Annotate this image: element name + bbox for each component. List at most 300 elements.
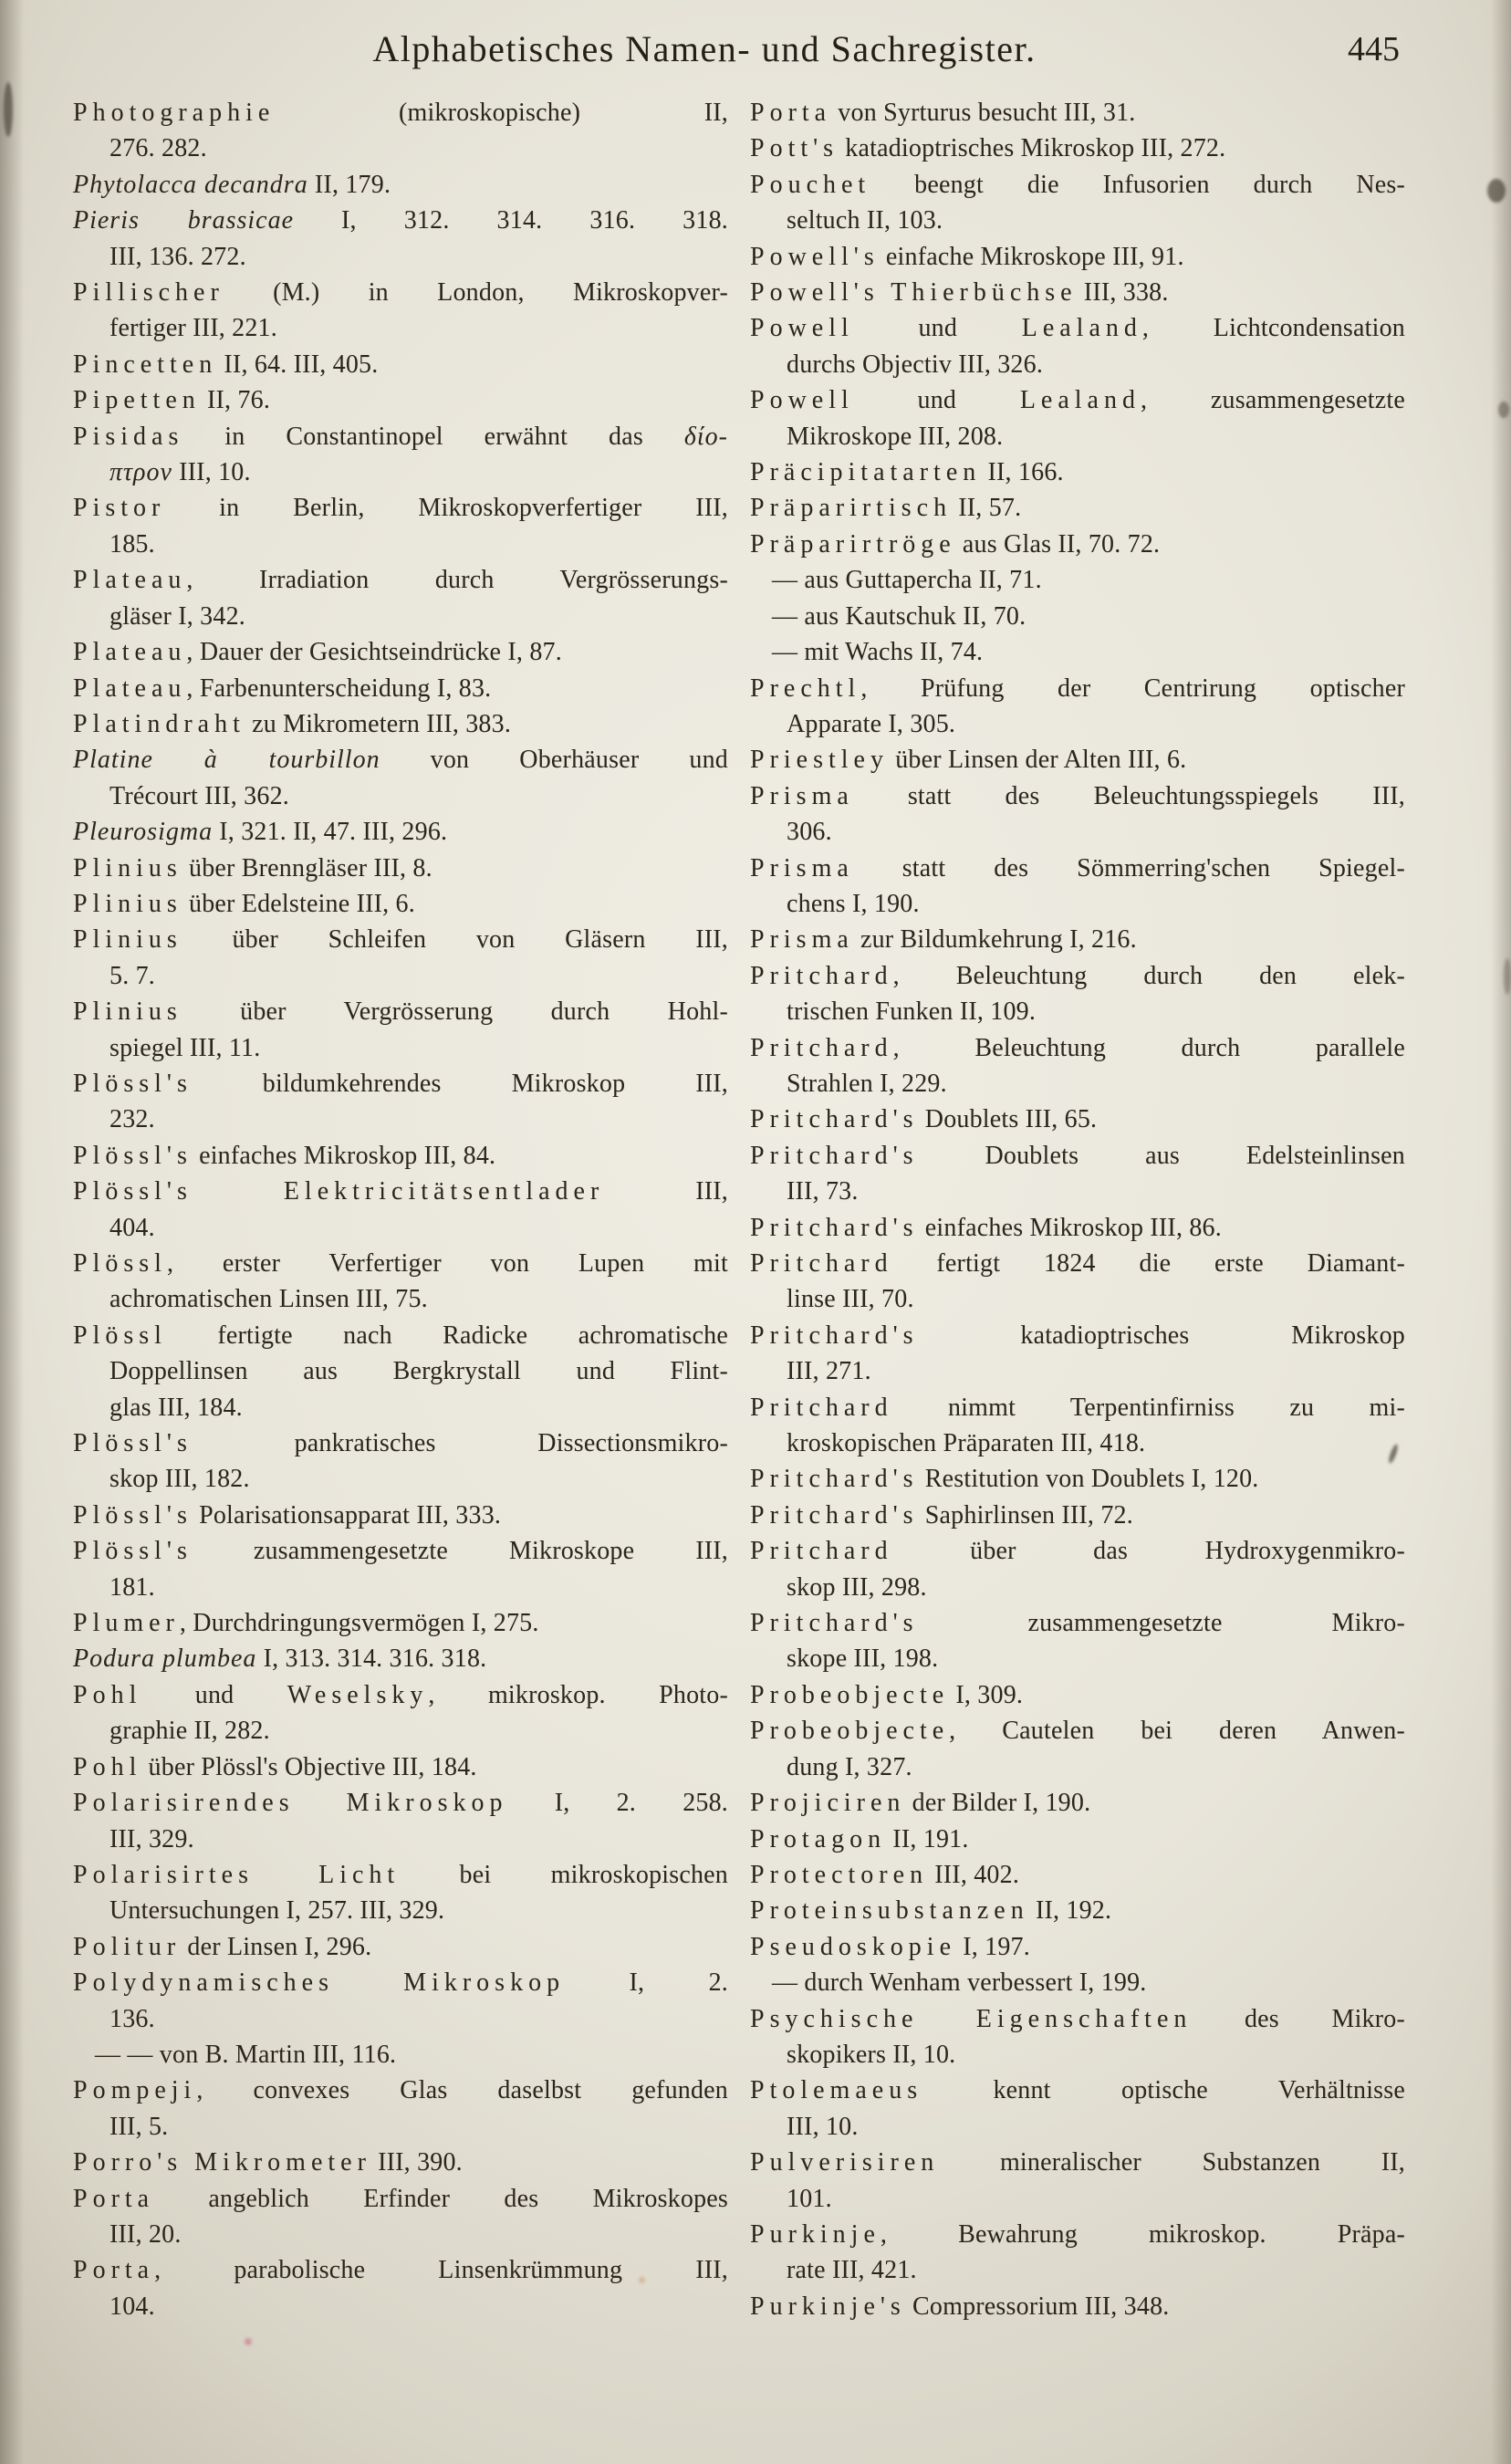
index-entry-line — [73, 2109, 728, 2145]
index-entry-line — [73, 347, 728, 382]
index-entry-line — [750, 1353, 1405, 1389]
text-run: einfaches Mikroskop III, 86. — [918, 1213, 1222, 1242]
text-run: II, 179. — [307, 170, 391, 199]
letterspaced-headword: Polydynamisches Mikroskop — [73, 1968, 566, 1998]
scan-blemish — [1487, 179, 1506, 203]
text-run: Strahlen I, 229. — [787, 1069, 947, 1098]
text-run: linse III, 70. — [787, 1285, 914, 1314]
index-entry-line — [73, 1101, 728, 1137]
italic-text-run: Podura plumbea — [73, 1644, 257, 1674]
text-run: aus Glas II, 70. 72. — [955, 529, 1161, 559]
italic-text-run: πτρον — [109, 458, 172, 487]
text-run: Apparate I, 305. — [787, 709, 956, 738]
italic-text-run: Phytolacca decandra — [73, 170, 308, 199]
text-run: 104. — [109, 2292, 155, 2321]
index-entry-line — [73, 814, 728, 850]
text-run: — durch Wenham verbessert I, 199. — [772, 1968, 1147, 1998]
index-entry-line — [750, 167, 1405, 203]
text-run: mineralischer Substanzen II, — [939, 2148, 1405, 2177]
index-entry-line — [73, 671, 728, 706]
text-run: III, 390. — [370, 2148, 463, 2177]
text-run: Saphirlinsen III, 72. — [918, 1500, 1133, 1530]
page-edge-shadow — [1491, 0, 1511, 2464]
index-entry-line — [750, 1318, 1405, 1353]
index-entry-line — [750, 599, 1405, 634]
letterspaced-headword: Plinius — [73, 853, 182, 882]
letterspaced-headword: Pritchard's — [750, 1465, 919, 1494]
scan-blemish — [245, 2338, 252, 2345]
index-entry-line — [73, 994, 728, 1029]
index-entry-line — [750, 347, 1405, 382]
letterspaced-headword: Pritchard's — [750, 1141, 919, 1170]
index-entry-line — [73, 1965, 728, 2000]
letterspaced-headword: Plössl — [73, 1249, 167, 1278]
letterspaced-headword: Purkinje — [750, 2219, 881, 2249]
text-run: , parabolische Linsenkrümmung III, — [154, 2256, 728, 2285]
index-entry-line — [73, 490, 728, 526]
letterspaced-headword: Pritchard's — [750, 1213, 919, 1242]
text-run: III, 338. — [1077, 278, 1169, 308]
text-run: III, — [604, 1177, 728, 1206]
letterspaced-headword: Plateau — [73, 673, 187, 703]
text-run: I, 312. 314. 316. 318. — [294, 206, 728, 235]
text-run: angeblich Erfinder des Mikroskopes — [154, 2184, 728, 2213]
letterspaced-headword: Probeobjecte — [750, 1717, 950, 1746]
text-run: bildumkehrendes Mikroskop III, — [192, 1069, 728, 1098]
index-entry-line — [73, 851, 728, 886]
text-run: fertigt 1824 die erste Diamant- — [892, 1249, 1405, 1278]
text-run: einfaches Mikroskop III, 84. — [192, 1141, 496, 1170]
letterspaced-headword: Pompeji — [73, 2076, 197, 2105]
index-entry-line — [73, 1605, 728, 1641]
index-entry-line — [73, 778, 728, 814]
index-entry-line — [73, 1822, 728, 1857]
text-run: , Prüfung der Centrirung optischer — [860, 673, 1405, 703]
text-run: spiegel III, 11. — [109, 1033, 261, 1062]
index-entry-line — [73, 1066, 728, 1101]
text-run: und — [853, 314, 1022, 343]
index-entry-line — [750, 958, 1405, 994]
letterspaced-headword: Pulverisiren — [750, 2148, 940, 2177]
index-entry-line — [73, 1390, 728, 1425]
text-run: , Farbenunterscheidung I, 83. — [186, 673, 492, 703]
index-entry-line — [750, 1713, 1405, 1749]
text-run: III, 5. — [109, 2112, 169, 2141]
letterspaced-headword: Weselsky — [287, 1680, 429, 1709]
index-entry-line — [750, 2145, 1405, 2180]
index-entry-line — [750, 95, 1405, 131]
index-entry-line — [750, 1210, 1405, 1246]
index-entry-line — [73, 382, 728, 418]
text-run: bei mikroskopischen — [400, 1860, 728, 1889]
index-entry-line — [750, 562, 1405, 598]
letterspaced-headword: Prisma — [750, 925, 854, 955]
text-run: III, 10. — [787, 2112, 859, 2141]
text-run: des Mikro- — [1192, 2004, 1405, 2033]
text-run: , mikroskop. Photo- — [428, 1680, 728, 1709]
page-title: Alphabetisches Namen- und Sachregister. — [372, 28, 1037, 69]
letterspaced-headword: Probeobjecte — [750, 1680, 950, 1709]
index-entry-line — [73, 2217, 728, 2252]
text-run: trischen Funken II, 109. — [787, 997, 1037, 1027]
text-run: 101. — [787, 2184, 832, 2213]
letterspaced-headword: Pritchard's — [750, 1321, 919, 1350]
index-entry-line — [73, 706, 728, 742]
index-entry-line — [73, 1461, 728, 1497]
text-run: 181. — [109, 1572, 155, 1602]
letterspaced-headword: Plinius — [73, 889, 182, 918]
text-run: III, 402. — [928, 1860, 1020, 1889]
index-entry-line — [73, 1246, 728, 1281]
index-entry-line — [750, 1893, 1405, 1928]
index-entry-line — [73, 310, 728, 346]
text-run: 5. 7. — [109, 961, 155, 990]
letterspaced-headword: Powell — [750, 386, 854, 415]
text-run: 136. — [109, 2004, 155, 2033]
text-run: (M.) in London, Mikroskopver- — [224, 278, 728, 308]
text-run: über Vergrösserung durch Hohl- — [182, 997, 728, 1027]
letterspaced-headword: Pouchet — [750, 170, 871, 199]
letterspaced-headword: Prisma — [750, 853, 854, 882]
index-entry-line — [73, 2252, 728, 2288]
letterspaced-headword: Prisma — [750, 781, 854, 810]
text-run: , Beleuchtung durch den elek- — [892, 961, 1405, 990]
text-run: Doublets aus Edelsteinlinsen — [918, 1141, 1405, 1170]
index-entry-line — [73, 1030, 728, 1066]
index-entry-line — [750, 778, 1405, 814]
text-run: III, 136. 272. — [109, 242, 246, 271]
text-run: rate III, 421. — [787, 2256, 917, 2285]
text-run: zur Bildumkehrung I, 216. — [853, 925, 1137, 955]
text-run: III, 20. — [109, 2219, 182, 2249]
index-entry-line — [73, 1425, 728, 1461]
text-run: II, 64. III, 405. — [217, 350, 379, 379]
text-run: — aus Guttapercha II, 71. — [772, 566, 1042, 595]
letterspaced-headword: Plössl — [73, 1321, 167, 1350]
text-run: Doublets III, 65. — [918, 1105, 1098, 1134]
text-run: über das Hydroxygenmikro- — [892, 1537, 1405, 1566]
text-run: , Dauer der Gesichtseindrücke I, 87. — [186, 638, 562, 667]
text-run: pankratisches Dissectionsmikro- — [192, 1429, 728, 1458]
index-entry-line — [73, 131, 728, 166]
text-run: kroskopischen Präparaten III, 418. — [787, 1429, 1146, 1458]
text-run: und — [141, 1680, 287, 1709]
index-entry-line — [73, 2181, 728, 2217]
index-entry-line — [73, 634, 728, 670]
text-run: durchs Objectiv III, 326. — [787, 350, 1044, 379]
letterspaced-headword: Plössl's — [73, 1429, 193, 1458]
text-run: glas III, 184. — [109, 1393, 243, 1422]
text-run: über Linsen der Alten III, 6. — [889, 746, 1187, 775]
letterspaced-headword: Präcipitatarten — [750, 458, 982, 487]
letterspaced-headword: Platindraht — [73, 709, 245, 738]
letterspaced-headword: Pipetten — [73, 386, 201, 415]
index-entry-line — [750, 922, 1405, 957]
letterspaced-headword: Präparirtisch — [750, 494, 953, 523]
text-run: Restitution von Doublets I, 120. — [918, 1465, 1259, 1494]
text-run: I, 309. — [949, 1680, 1024, 1709]
index-entry-line — [73, 2289, 728, 2324]
letterspaced-headword: Pritchard's — [750, 1609, 919, 1638]
index-entry-line — [750, 1281, 1405, 1317]
letterspaced-headword: Polarisirendes Mikroskop — [73, 1789, 508, 1818]
letterspaced-headword: Plössl's — [73, 1500, 193, 1530]
text-run: 232. — [109, 1105, 155, 1134]
index-entry-line — [750, 419, 1405, 454]
index-entry-line — [750, 1461, 1405, 1497]
text-run: skopikers II, 10. — [787, 2040, 956, 2069]
scan-blemish — [4, 82, 13, 137]
text-run: , convexes Glas daselbst gefunden — [196, 2076, 728, 2105]
text-run: fertigte nach Radicke achromatische — [166, 1321, 728, 1350]
index-entry-line — [750, 454, 1405, 490]
index-entry-line — [750, 994, 1405, 1029]
index-entry-line — [750, 2001, 1405, 2037]
letterspaced-headword: Pritchard — [750, 961, 893, 990]
letterspaced-headword: Pistor — [73, 494, 166, 523]
index-entry-line — [73, 1641, 728, 1676]
text-run: zusammengesetzte Mikroskope III, — [192, 1537, 728, 1566]
letterspaced-headword: Plössl's — [73, 1141, 193, 1170]
text-run: , Cautelen bei deren Anwen- — [949, 1717, 1405, 1746]
index-entry-line — [73, 419, 728, 454]
index-entry-line — [750, 1929, 1405, 1965]
index-entry-line — [750, 671, 1405, 706]
index-entry-line — [73, 1533, 728, 1569]
index-entry-line — [750, 851, 1405, 886]
text-run: , zusammengesetzte — [1140, 386, 1405, 415]
index-entry-line — [73, 203, 728, 238]
text-run: statt des Sömmerring'schen Spiegel- — [853, 853, 1405, 882]
index-entry-line — [73, 2001, 728, 2037]
letterspaced-headword: Polarisirtes Licht — [73, 1860, 401, 1889]
text-run: beengt die Infusorien durch Nes- — [870, 170, 1405, 199]
italic-text-run: Platine à tourbillon — [73, 746, 380, 775]
letterspaced-headword: Prechtl — [750, 673, 861, 703]
index-entry-line — [750, 1390, 1405, 1425]
letterspaced-headword: Plinius — [73, 925, 182, 955]
index-entry-line — [73, 1210, 728, 1246]
text-run: III, 73. — [787, 1177, 859, 1206]
index-entry-line — [750, 1101, 1405, 1137]
text-run: fertiger III, 221. — [109, 314, 277, 343]
text-run: skope III, 198. — [787, 1644, 939, 1674]
italic-text-run: Pieris brassicae — [73, 206, 295, 235]
index-entry-line — [73, 95, 728, 131]
letterspaced-headword: Proteinsubstanzen — [750, 1896, 1029, 1926]
text-run: , Durchdringungsvermögen I, 275. — [179, 1609, 539, 1638]
index-entry-line — [73, 1318, 728, 1353]
letterspaced-headword: Purkinje's — [750, 2292, 906, 2321]
letterspaced-headword: Pott's — [750, 134, 839, 163]
letterspaced-headword: Powell — [750, 314, 854, 343]
index-entry-line — [73, 958, 728, 994]
index-entry-line — [73, 922, 728, 957]
index-entry-line — [750, 1498, 1405, 1533]
index-column-left — [73, 95, 728, 2324]
letterspaced-headword: Lealand — [1021, 314, 1142, 343]
index-entry-line — [750, 310, 1405, 346]
text-run: , Beleuchtung durch parallele — [892, 1033, 1405, 1062]
letterspaced-headword: Plumer — [73, 1609, 180, 1638]
text-run: dung I, 327. — [787, 1752, 912, 1781]
text-run: über Edelsteine III, 6. — [182, 889, 415, 918]
index-entry-line — [73, 1353, 728, 1389]
letterspaced-headword: Porta — [73, 2184, 155, 2213]
text-run: III, 10. — [172, 458, 251, 487]
letterspaced-headword: Porta — [750, 99, 832, 127]
index-entry-line — [73, 1713, 728, 1749]
text-run: einfache Mikroskope III, 91. — [879, 242, 1184, 271]
text-run: II, 192. — [1028, 1896, 1112, 1926]
index-entry-line — [750, 2181, 1405, 2217]
index-entry-line — [73, 2037, 728, 2072]
text-run: der Linsen I, 296. — [181, 1932, 372, 1961]
index-entry-line — [750, 814, 1405, 850]
letterspaced-headword: Plinius — [73, 997, 182, 1027]
letterspaced-headword: Projiciren — [750, 1789, 906, 1818]
text-run: , erster Verfertiger von Lupen mit — [166, 1249, 728, 1278]
text-run: skop III, 298. — [787, 1572, 927, 1602]
index-entry-line — [73, 1785, 728, 1821]
letterspaced-headword: Protectoren — [750, 1860, 929, 1889]
index-entry-line — [750, 1066, 1405, 1101]
italic-text-run: δίο- — [683, 422, 728, 451]
index-entry-line — [750, 1641, 1405, 1676]
index-entry-line — [73, 1570, 728, 1605]
page-header — [73, 27, 1405, 80]
text-run: I, 2. — [565, 1968, 728, 1998]
index-entry-line — [73, 275, 728, 310]
index-entry-line — [73, 1857, 728, 1893]
text-run: II, 166. — [981, 458, 1064, 487]
letterspaced-headword: Plateau — [73, 638, 187, 667]
letterspaced-headword: Pritchard — [750, 1249, 893, 1278]
letterspaced-headword: Plössl's — [73, 1537, 193, 1566]
text-run: von Oberhäuser und — [380, 746, 728, 775]
text-run: , Bewahrung mikroskop. Präpa- — [880, 2219, 1405, 2249]
text-run: 185. — [109, 529, 155, 559]
index-entry-line — [750, 1425, 1405, 1461]
text-run: zu Mikrometern III, 383. — [245, 709, 512, 738]
letterspaced-headword: Pohl — [73, 1752, 142, 1781]
scan-blemish — [1504, 958, 1511, 995]
text-run: Untersuchungen I, 257. III, 329. — [109, 1896, 445, 1926]
index-entry-line — [750, 382, 1405, 418]
letterspaced-headword: Politur — [73, 1932, 182, 1961]
letterspaced-headword: Psychische Eigenschaften — [750, 2004, 1193, 2033]
index-entry-line — [73, 527, 728, 562]
text-run: Doppellinsen aus Bergkrystall und Flint- — [109, 1357, 728, 1386]
text-run: I, 321. II, 47. III, 296. — [213, 818, 448, 847]
letterspaced-headword: Priestley — [750, 746, 889, 775]
letterspaced-headword: Ptolemaeus — [750, 2076, 923, 2105]
letterspaced-headword: Pritchard — [750, 1537, 893, 1566]
index-entry-line — [73, 1174, 728, 1209]
index-entry-line — [750, 1138, 1405, 1174]
index-entry-line — [750, 1677, 1405, 1713]
index-entry-line — [750, 239, 1405, 275]
scan-blemish — [1498, 402, 1509, 418]
text-run: und — [853, 386, 1020, 415]
index-entry-line — [73, 886, 728, 922]
text-run: zusammengesetzte Mikro- — [918, 1609, 1405, 1638]
letterspaced-headword: Porta — [73, 2256, 155, 2285]
page-number: 445 — [1348, 30, 1400, 68]
index-entry-line — [73, 239, 728, 275]
index-entry-line — [73, 1893, 728, 1928]
text-run: kennt optische Verhältnisse — [922, 2076, 1405, 2105]
text-run: Polarisationsapparat III, 333. — [192, 1500, 502, 1530]
index-columns — [73, 95, 1405, 2324]
letterspaced-headword: Pritchard — [750, 1033, 893, 1062]
text-run: II, 57. — [952, 494, 1022, 523]
letterspaced-headword: Plössl's — [73, 1177, 193, 1206]
index-entry-line — [750, 1605, 1405, 1641]
text-run: der Bilder I, 190. — [905, 1789, 1091, 1818]
text-run: in Berlin, Mikroskopverfertiger III, — [165, 494, 728, 523]
letterspaced-headword: Powell's — [750, 242, 880, 271]
text-run: III, 329. — [109, 1824, 194, 1853]
text-run: in Constantinopel erwähnt das — [183, 422, 684, 451]
letterspaced-headword: Pisidas — [73, 422, 184, 451]
text-run: III, 271. — [787, 1357, 871, 1386]
letterspaced-headword: Protagon — [750, 1824, 887, 1853]
text-run: katadioptrisches Mikroskop III, 272. — [839, 134, 1226, 163]
index-column-right — [750, 95, 1405, 2324]
letterspaced-headword: Pohl — [73, 1680, 142, 1709]
index-entry-line — [750, 2217, 1405, 2252]
index-entry-line — [750, 1030, 1405, 1066]
text-run: Mikroskope III, 208. — [787, 422, 1004, 451]
letterspaced-headword: Powell's Thierbüchse — [750, 278, 1078, 308]
text-run: über Schleifen von Gläsern III, — [182, 925, 728, 955]
text-run: skop III, 182. — [109, 1465, 250, 1494]
letterspaced-headword: Elektricitätsentlader — [283, 1177, 605, 1206]
index-entry-line — [750, 742, 1405, 778]
index-entry-line — [750, 131, 1405, 166]
text-run: nimmt Terpentinfirniss zu mi- — [892, 1393, 1405, 1422]
index-entry-line — [750, 2252, 1405, 2288]
text-run: 276. 282. — [109, 134, 207, 163]
text-run: seltuch II, 103. — [787, 206, 943, 235]
text-run: graphie II, 282. — [109, 1717, 270, 1746]
index-entry-line — [750, 2109, 1405, 2145]
index-entry-line — [750, 1533, 1405, 1569]
text-run: achromatischen Linsen III, 75. — [109, 1285, 428, 1314]
index-entry-line — [73, 1498, 728, 1533]
index-entry-line — [750, 490, 1405, 526]
letterspaced-headword: Pincetten — [73, 350, 218, 379]
letterspaced-headword: Pillischer — [73, 278, 224, 308]
letterspaced-headword: Plateau — [73, 566, 187, 595]
index-entry-line — [750, 203, 1405, 238]
index-entry-line — [750, 1785, 1405, 1821]
letterspaced-headword: Porro's Mikrometer — [73, 2148, 371, 2177]
text-run: — mit Wachs II, 74. — [772, 638, 984, 667]
index-entry-line — [73, 562, 728, 598]
letterspaced-headword: Lealand — [1019, 386, 1141, 415]
index-entry-line — [750, 275, 1405, 310]
text-run: Compressorium III, 348. — [905, 2292, 1170, 2321]
text-run: statt des Beleuchtungsspiegels III, — [853, 781, 1405, 810]
index-entry-line — [73, 1138, 728, 1174]
index-entry-line — [750, 2072, 1405, 2108]
letterspaced-headword: Photographie — [73, 99, 276, 127]
italic-text-run: Pleurosigma — [73, 818, 214, 847]
text-run: 306. — [787, 818, 832, 847]
index-entry-line — [750, 1246, 1405, 1281]
